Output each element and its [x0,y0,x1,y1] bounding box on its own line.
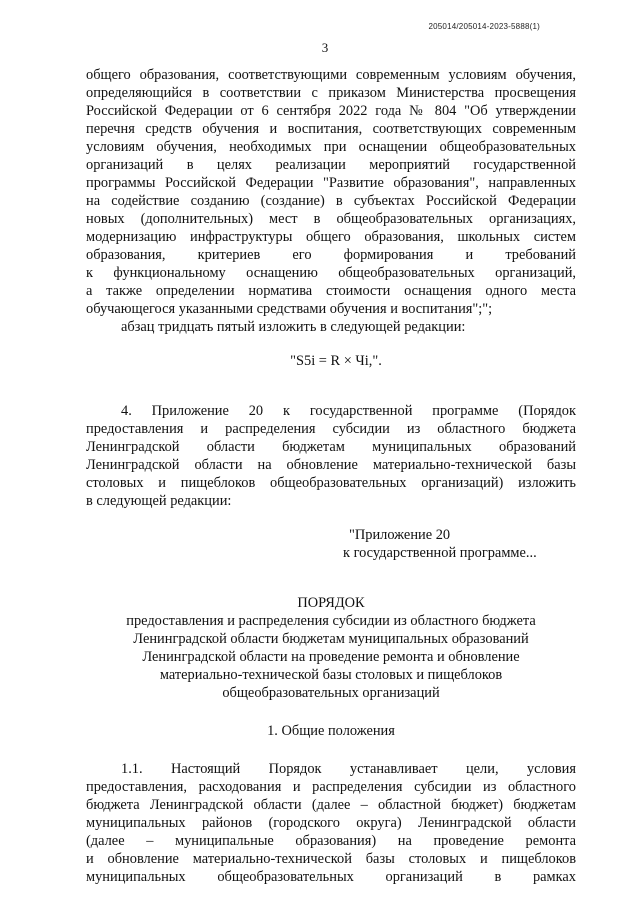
title-line: Ленинградской области на проведение ремонта и обновление [142,649,520,665]
page-number: 3 [321,40,329,55]
document-body [86,66,576,886]
title-line: предоставления и распределения субсидии из областного бюджета [126,613,536,629]
text-line: бюджета Ленинградской области (далее – областной бюджет) бюджетам [86,797,576,813]
text-line: общего образования, соответствующими современным условиям обучения, [86,67,576,83]
text-line: муниципальных общеобразовательных организаций в рамках [86,869,576,885]
text-line: столовых и пищеблоков общеобразовательных организаций) изложить [86,475,576,491]
text-line: Ленинградской области на обновление материально-технической базы [86,457,576,473]
item-4-paragraph [86,402,576,510]
text-line: на содействие созданию (создание) в субъектах Российской Федерации [86,193,576,209]
text-line: условиям обучения, необходимых при оснащении общеобразовательных [86,139,576,155]
abzac-line: абзац тридцать пятый изложить в следующей редакции: [121,319,466,335]
text-line: перечня средств обучения и воспитания, соответствующих современным [86,121,576,137]
title-heading: ПОРЯДОК [297,595,365,611]
text-line: (далее – муниципальные образования) на проведение ремонта [86,833,576,849]
title-line: общеобразовательных организаций [222,685,440,701]
text-line: Российской Федерации от 6 сентября 2022 года № 804 "Об утверждении [86,103,576,119]
text-line: Ленинградской области бюджетам муниципальных образований [86,439,576,455]
text-line: к функциональному оснащению общеобразовательных организаций, [86,265,576,281]
title-line: Ленинградской области бюджетам муниципальных образований [133,631,529,647]
section-heading: 1. Общие положения [267,723,395,739]
text-line: муниципальных районов (городского округа) Ленинградской области [86,815,576,831]
text-line: 4. Приложение 20 к государственной программе (Порядок [121,403,576,419]
text-line: программы Российской Федерации "Развитие образования", направленных [86,175,576,191]
intro-paragraph [86,66,576,318]
appendix-reference [86,526,576,562]
text-line: модернизацию инфраструктуры общего образования, школьных систем [86,229,576,245]
text-line: 1.1. Настоящий Порядок устанавливает цели, условия [121,761,576,777]
title-line: материально-технической базы столовых и пищеблоков [159,667,503,683]
text-line: предоставления, расходования и распределения субсидии из областного [86,779,576,795]
text-line: образования, критериев его формирования и требований [86,247,576,263]
text-line: новых (дополнительных) мест в общеобразовательных организациях, [86,211,576,227]
text-line: а также определении норматива стоимости оснащения одного места [86,283,576,299]
text-line: обучающегося указанными средствами обучения и воспитания";"; [86,301,493,317]
text-line: определяющийся в соответствии с приказом Министерства просвещения [86,85,576,101]
formula: "S5i = R × Чi,". [290,353,382,369]
appendix-line: "Приложение 20 [349,527,451,543]
text-line: организаций в целях реализации мероприятий государственной [86,157,576,173]
document-id: 205014/205014-2023-5888(1) [428,22,540,31]
appendix-line: к государственной программе... [343,545,537,561]
text-line: предоставления и распределения субсидии из областного бюджета [86,421,576,437]
text-line: в следующей редакции: [86,493,232,509]
order-title [86,594,576,702]
section-1-paragraph [86,760,576,886]
text-line: и обновление материально-технической базы столовых и пищеблоков [86,851,576,867]
